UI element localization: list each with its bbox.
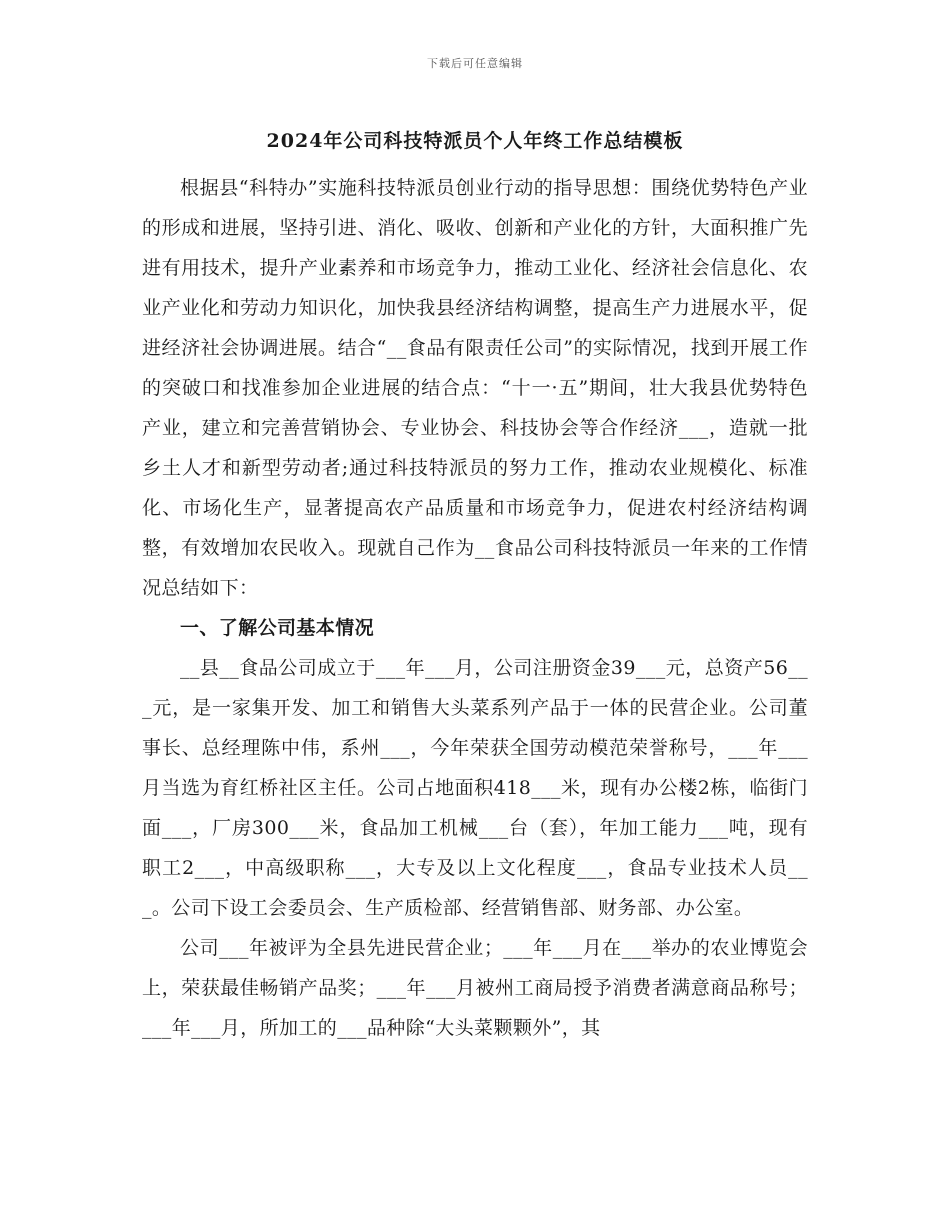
section-heading-1: 一、了解公司基本情况 bbox=[180, 617, 375, 639]
document-body bbox=[142, 168, 808, 1048]
page-header-note: 下载后可任意编辑 bbox=[427, 57, 523, 70]
document-title: 2024年公司科技特派员个人年终工作总结模板 bbox=[266, 130, 684, 152]
intro-paragraph: 根据县“科特办”实施科技特派员创业行动的指导思想：围绕优势特色产业的形成和进展，坚持引进、消化、吸收、创新和产业化的方针，大面积推广先进有用技术，提升产业素养和市场竞争力，推动工业化、经济社会信息化、农业产业化和劳动力知识化，加快我县经济结构调整，提高生产力进展水平，促进经济社会协调进展。结合“__食品有限责任公司”的实际情况，找到开展工作的突破口和找准参加企业进展的结合点：“十一·五”期间，壮大我县优势特色产业，建立和完善营销协会、专业协会、科技协会等合作经济___，造就一批乡土人才和新型劳动者;通过科技特派员的努力工作，推动农业规模化、标准化、市场化生产，显著提高农产品质量和市场竞争力，促进农村经济结构调整，有效增加农民收入。现就自己作为__食品公司科技特派员一年来的工作情况总结如下： bbox=[142, 177, 808, 599]
section1-paragraph-2: 公司___年被评为全县先进民营企业；___年___月在___举办的农业博览会上，荣获最佳畅销产品奖；___年___月被州工商局授予消费者满意商品称号；___年___月，所加工的___品种除“大头菜颗颗外”，其 bbox=[142, 937, 808, 1039]
section1-paragraph-1: __县__食品公司成立于___年___月，公司注册资金39___元，总资产56___元，是一家集开发、加工和销售大头菜系列产品于一体的民营企业。公司董事长、总经理陈中伟，系州___，今年荣获全国劳动模范荣誉称号，___年___月当选为育红桥社区主任。公司占地面积418___米，现有办公楼2栋，临街门面___，厂房300___米，食品加工机械___台（套），年加工能力___吨，现有职工2___，中高级职称___，大专及以上文化程度___，食品专业技术人员___。公司下设工会委员会、生产质检部、经营销售部、财务部、办公室。 bbox=[142, 657, 808, 919]
